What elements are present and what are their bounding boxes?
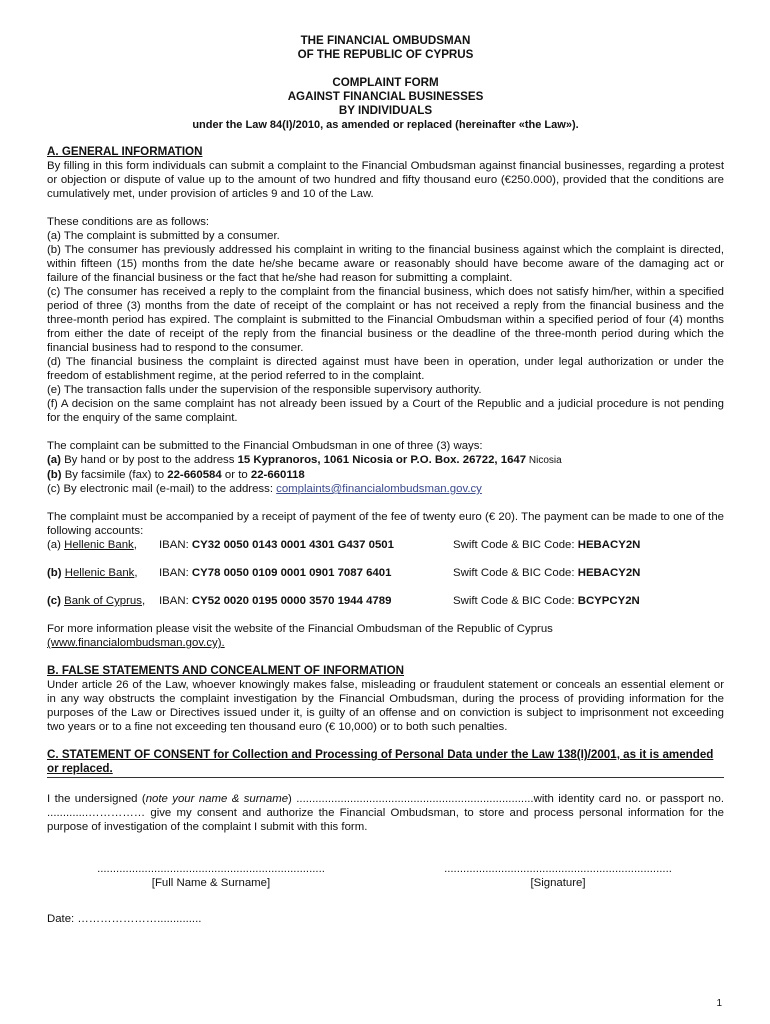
way-b: (b) By facsimile (fax) to 22-660584 or to 22-660118 (47, 469, 305, 481)
conditions-intro: These conditions are as follows: (47, 216, 210, 228)
website-link[interactable]: (www.financialombudsman.gov.cy). (47, 637, 225, 649)
section-b-text: Under article 26 of the Law, whoever knowingly makes false, misleading or fraudulent statement or conceals an essential element or in any way obstructs the complaint investigation by the Financial Ombudsman, during the process of providing information for the purposes of the Law or Directives issued under it, is guilty of an offense and on conviction is subject to imprisonment not exceeding two years or to a fine not exceeding ten thousand euro (€ 10,000) or to both such penalties. (47, 679, 724, 733)
condition-f: (f) A decision on the same complaint has not already been issued by a Court of the Republic and a judicial procedure is not pending for the enquiry of the same complaint. (47, 398, 724, 424)
fax-number-2: 22-660118 (250, 469, 305, 481)
signature-label: [Signature] (530, 877, 586, 889)
full-name-field[interactable]: ........................................................................ [Full Name & Surname] (81, 862, 341, 890)
signature-area (47, 862, 724, 890)
ways-intro: The complaint can be submitted to the Financial Ombudsman in one of three (3) ways: (47, 440, 483, 452)
account-row-a: (a) Hellenic Bank, IBAN: CY32 0050 0143 0001 4301 G437 0501 Swift Code & BIC Code: HEBACY2N (47, 539, 641, 551)
condition-e: (e) The transaction falls under the supervision of the responsible supervisory authority. (47, 384, 482, 396)
condition-d: (d) The financial business the complaint is directed against must have been in operation, under legal authorization or under the freedom of establishment regime, at the period referred to in the complaint. (47, 356, 724, 382)
header-line-4: AGAINST FINANCIAL BUSINESSES (287, 90, 484, 103)
swift-value: HEBACY2N (577, 567, 641, 579)
condition-a: (a) The complaint is submitted by a consumer. (47, 230, 280, 242)
way-a: (a) By hand or by post to the address 15 Kypranoros, 1061 Nicosia or P.O. Box. 26722, 1647 Nicosia (47, 454, 562, 466)
bank-name: Bank of Cyprus (64, 595, 142, 607)
section-c-title: C. STATEMENT OF CONSENT for Collection and Processing of Personal Data under the Law 138(I)/2001, as it is amended or replaced. (47, 748, 714, 775)
iban-value: CY78 0050 0109 0001 0901 7087 6401 (191, 567, 392, 579)
header-line-5: BY INDIVIDUALS (338, 104, 433, 117)
consent-text: I the undersigned (note your name & surname) ...........................................................................with identity card no. or passport no. .............…………… give my consent and authorize the Financial Ombudsman, to store and process personal information for the purpose of investigation of the complaint I submit with this form. (47, 793, 724, 833)
condition-b: (b) The consumer has previously addressed his complaint in writing to the financial business against which the complaint is directed, within fifteen (15) months from the date he/she became aware or reasonably should have become aware of the damaging act or failure of the financial business or the fact that he/she had reason for submitting a complaint. (47, 244, 724, 284)
bank-name: Hellenic Bank (64, 539, 134, 551)
postal-address: 15 Kypranoros, 1061 Nicosia or P.O. Box. 26722, 1647 (237, 454, 527, 466)
swift-value: HEBACY2N (577, 539, 641, 551)
header-line-3: COMPLAINT FORM (332, 76, 439, 89)
page-number: 1 (716, 998, 722, 1009)
iban-value: CY52 0020 0195 0000 3570 1944 4789 (191, 595, 392, 607)
account-row-b: (b) Hellenic Bank, IBAN: CY78 0050 0109 0001 0901 7087 6401 Swift Code & BIC Code: HEBACY2N (47, 567, 641, 579)
header-line-2: OF THE REPUBLIC OF CYPRUS (297, 48, 474, 61)
header-block (47, 34, 724, 132)
header-line-1: THE FINANCIAL OMBUDSMAN (300, 34, 471, 47)
section-b-title: B. FALSE STATEMENTS AND CONCEALMENT OF INFORMATION (47, 664, 405, 677)
date-field[interactable]: Date: ………………….............. (47, 913, 202, 925)
header-line-6: under the Law 84(I)/2010, as amended or replaced (hereinafter «the Law»). (192, 119, 579, 131)
condition-c: (c) The consumer has received a reply to the complaint from the financial business, which does not satisfy him/her, within a specified period of three (3) months from the date of receipt of the complaint or has not received a reply from the financial business and the three-month period has expired. The complaint is submitted to the Financial Ombudsman within a specified period of four (4) months from either the date of receipt of the reply from the financial business or the deadline of the three-month period during which the financial business had to respond to the consumer. (47, 286, 724, 354)
fee-text: The complaint must be accompanied by a receipt of payment of the fee of twenty euro (€ 20). The payment can be made to one of the following accounts: (47, 511, 724, 537)
bank-name: Hellenic Bank (64, 567, 135, 579)
fax-number-1: 22-660584 (167, 469, 222, 481)
signature-field[interactable]: ........................................................................ [Signature] (428, 862, 688, 890)
iban-value: CY32 0050 0143 0001 4301 G437 0501 (191, 539, 394, 551)
swift-value: BCYPCY2N (577, 595, 640, 607)
full-name-label: [Full Name & Surname] (151, 877, 271, 889)
section-a-title: A. GENERAL INFORMATION (47, 145, 203, 158)
section-a-intro: By filling in this form individuals can submit a complaint to the Financial Ombudsman against financial businesses, regarding a protest or objection or dispute of value up to the amount of two hundred and fifty thousand euro (€250.000), provided that the conditions are cumulatively met, under provision of articles 9 and 10 of the Law. (47, 160, 724, 200)
email-link[interactable]: complaints@financialombudsman.gov.cy (276, 483, 482, 495)
way-c: (c) By electronic mail (e-mail) to the address: complaints@financialombudsman.gov.cy (47, 483, 482, 495)
account-row-c: (c) Bank of Cyprus, IBAN: CY52 0020 0195 0000 3570 1944 4789 Swift Code & BIC Code: BCYPCY2N (47, 595, 640, 607)
document-page (47, 34, 724, 926)
more-info-text: For more information please visit the website of the Financial Ombudsman of the Republic of Cyprus (47, 623, 553, 635)
